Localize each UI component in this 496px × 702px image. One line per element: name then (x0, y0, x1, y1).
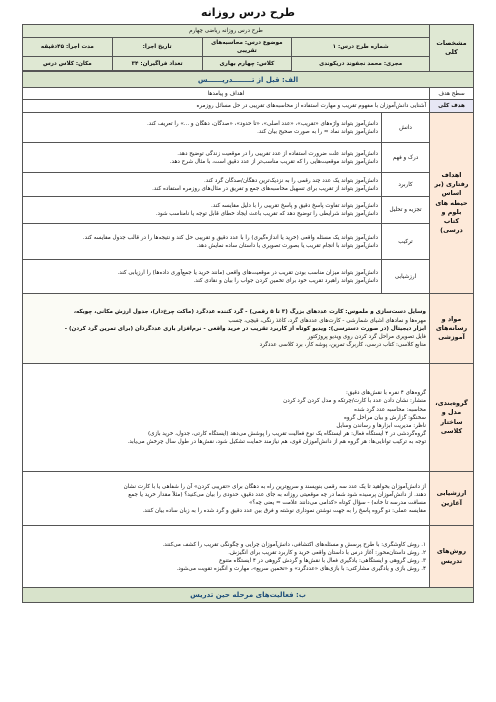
lesson-topic: موضوع درس: محاسبه‌های تقریبی (202, 38, 292, 57)
objective-line: دانش‌آموز بتواند یک عدد چند رقمی را به نزدیک‌ترین دهگان/صدگان گرد کند. (204, 177, 378, 184)
objective-line: دانش‌آموز بتواند علت ضرورت استفاده از عدد تقریبی را در موقعیت زندگی توضیح دهد. (177, 150, 378, 157)
grouping-line: محاسبه: محاسبه عدد گرد شده (354, 406, 426, 413)
lesson-plan-table (22, 24, 474, 603)
level-knowledge: دانش (382, 113, 430, 143)
grouping-label: گروه‌بندی، مدل و ساختار کلاسی (430, 364, 474, 472)
lesson-subtitle: طرح درس روزانه ریاضی چهارم (23, 25, 430, 38)
materials-line: مهره‌ها و نمادهای اشیای شمارشی - کارت‌های عددهای گرد، کاغذ رنگی، قیچی، چسب (228, 317, 426, 324)
section-b-heading: ب: فعالیت‌های مرحله حین تدریس (23, 588, 474, 603)
behavioral-goals-label: اهداف رفتاری (بر اساس حیطه های بلوم و کتاب درسی) (430, 113, 474, 294)
objective-line: دانش‌آموز بتواند یک مسئله واقعی (خرید یا اندازه‌گیری) را با عدد دقیق و تقریبی حل کند و نتیجه‌ها را در قالب جدول مقایسه کند. (82, 234, 378, 241)
objective-line: دانش‌آموز بتواند واژه‌های «تقریب»، «عدد اصلی»، «تا حدود»، «صدگان، دهگان و ...» را تعریف کند. (147, 120, 378, 127)
objective-line: دانش‌آموز بتواند راهبرد تقریب خود برای تخمین کردن جواب را بیان و نقادی کند. (193, 277, 378, 284)
level-application: کاربرد (382, 173, 430, 197)
grouping-line: توجه به ترکیب توانایی‌ها: هر گروه هم از دانش‌آموزان قوی، هم نیازمند حمایت تشکیل شود، نقش‌ها در طول سال چرخش می‌یابد. (127, 438, 426, 445)
goals-header: اهداف و پیامدها (23, 88, 430, 100)
objective-line: دانش‌آموز بتواند شرایطی را توضیح دهد که تقریب باعث ایجاد خطای قابل توجه یا نامناسب شود. (155, 211, 378, 218)
section-a-heading: الف: قبل از تــــــــدریــــــس (23, 72, 474, 88)
objective-line: دانش‌آموز بتواند از تقریب برای تسهیل محاسبه‌های جمع و تفریق در مثال‌های روزمره استفاده کند. (152, 185, 378, 192)
objective-line: دانش‌آموز بتواند میزان مناسب بودن تقریب در موقعیت‌های واقعی (مانند خرید یا جمع‌آوری داده‌ها) را ارزیابی کند. (117, 269, 378, 276)
materials-line: ابزار دیجیتال (در صورت دسترسی): ویدیو کوتاه از کاربرد تقریب در خرید واقعی - نرم‌افزار بازی عددگردان (برای تمرین گرد کردن) - (64, 325, 426, 332)
evaluation-line: مقایسه عملی: دو گروه پاسخ را به جهت نوشتن نموداری نوشته و فرق بین عدد دقیق و گرد شده را به زبان ساده بیان کنند. (142, 507, 426, 514)
evaluation-line: از دانش‌آموزان بخواهید تا یک عدد سه رقمی بنویسند و سریع‌ترین راه به دهگان برای «تقریبی کردن» آن را شفاهی یا با کارت نشان (123, 483, 426, 490)
initial-evaluation-label: ارزشیابی آغازین (430, 472, 474, 526)
method-line: ۴. روش بازی و یادگیری مشارکتی: با بازی‌های «عددگرد» و «تخمین سریع»، مهارت و انگیزه تقویت می‌شود. (176, 565, 426, 572)
teacher-name: مجری: محمد نجفوند دریکوندی (292, 57, 430, 72)
general-goal-text: آشنایی دانش‌آموزان با مفهوم تقریب و مهارت استفاده از محاسبه‌های تقریبی در حل مسائل روزمره (23, 100, 430, 113)
evaluation-line: مسافت مدرسه تا خانه) - سؤال کوتاه «کدامی می‌دانند علامت ≈ یعنی چه؟» (248, 499, 426, 506)
plan-number: شماره طرح درس: ۱ (292, 38, 430, 57)
page-title: طرح درس روزانه (200, 6, 296, 19)
teaching-methods-label: روش‌های تدریس (430, 526, 474, 588)
objective-line: دانش‌آموز بتواند با انجام تقریب یا بصورت تصویری یا داستان ساده نمایش دهد. (196, 242, 378, 249)
location: مکان: کلاس درس (23, 57, 113, 71)
level-analysis: تجزیه و تحلیل (382, 197, 430, 224)
level-evaluation: ارزشیابی (382, 260, 430, 294)
grouping-line: گروه‌گردشی در ۴ ایستگاه فعال: هر ایستگاه یک نوع فعالیت تقریب را پوشش می‌دهد (ایستگاه کارتی، جدول، خرید بازی) (148, 430, 426, 437)
goal-level-header: سطح هدف (430, 88, 474, 100)
class-name: کلاس: چهارم بهاری (202, 57, 292, 71)
materials-label: مواد و رسانه‌های آموزشی (430, 294, 474, 364)
materials-line: منابع کلاسی: کتاب درسی، کاربرگ تمرین، پوشه کار، برد کلاسی عددگرد (259, 341, 426, 348)
level-comprehension: درک و فهم (382, 143, 430, 173)
objective-line: دانش‌آموز بتواند تفاوت پاسخ دقیق و پاسخ تقریبی را با دلیل مقایسه کند. (211, 203, 378, 210)
method-line: ۱. روش کاوشگری: با طرح پرسش و مسئله‌های اکتشافی، دانش‌آموزان چرایی و چگونگی تقریب را کشف می‌کنند. (162, 541, 426, 548)
general-specs-label: مشخصات کلی (430, 25, 474, 72)
materials-line: فایل تصویری مراحل گرد کردن روی ویدیو پروژکتور (307, 333, 426, 340)
objective-line: دانش‌آموز بتواند نماد ≈ را به صورت صحیح بیان کند. (257, 128, 378, 135)
grouping-line: گروه‌های ۴ نفره با نقش‌های دقیق: (346, 390, 426, 397)
method-line: ۳. روش گروهی و ایستگاهی: یادگیری فعال با نقش‌ها و گردش گروهی در ۴ ایستگاه متنوع (219, 557, 426, 564)
general-goal-label: هدف کلی (430, 100, 474, 113)
level-synthesis: ترکیب (382, 224, 430, 260)
grouping-line: سخنگو: گزارش و بیان مراحل گروه (343, 414, 426, 421)
participants-count: تعداد فراگیران: ۳۴ (112, 57, 202, 71)
duration: مدت اجرا: ۴۵دقیقه (23, 38, 113, 57)
method-line: ۲. روش داستان‌محور: آغاز درس با داستان واقعی خرید و کاربرد تقریب برای انگیزش. (228, 549, 426, 556)
materials-line: وسایل دست‌سازی و ملموس: کارت عددهای بزرگ (۳ تا ۵ رقمی) - گرد کننده عددگرد (ماکت چرخ‌دار)، جدول ارزش مکانی، چوبکه، (73, 309, 426, 316)
evaluation-line: دهند. از دانش‌آموزان پرسیده شود شما در چه موقعیتی روزانه به جای عدد دقیق، حدودی را بیان می‌کنید؟ (مثلاً مقدار خرید یا جمع (128, 491, 426, 498)
grouping-line: ناظر: مدیریت ابزارها و رساندن وسایل (336, 422, 426, 429)
grouping-line: منشار: نشان دادن عدد با کارت/چرتکه و مدل کردن گرد کردن (283, 398, 426, 405)
execution-date: تاریخ اجرا: (112, 38, 202, 57)
objective-line: دانش‌آموز بتواند موقعیت‌هایی را که تقریب مناسب‌تر از عدد دقیق است، با مثال شرح دهد. (169, 158, 378, 165)
